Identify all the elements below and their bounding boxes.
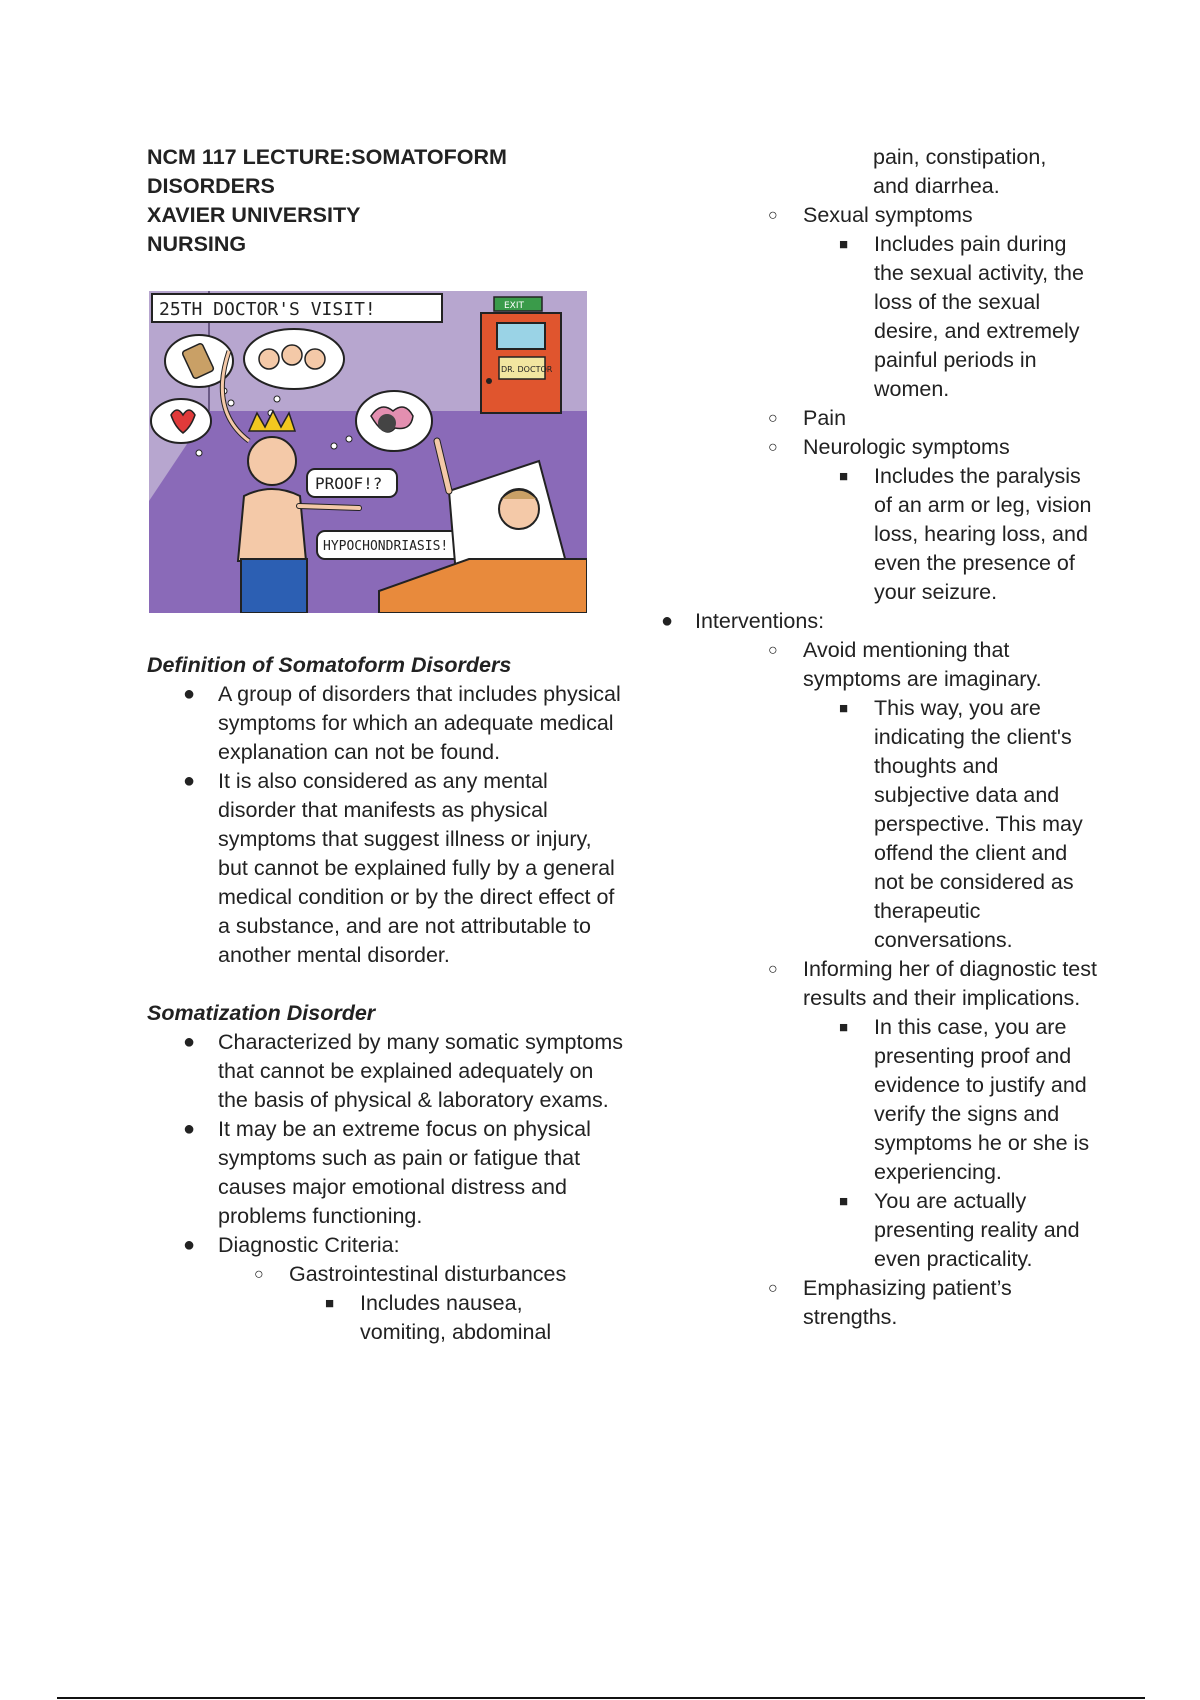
title-line-2: DISORDERS [147,174,275,198]
list-item: ■ Includes nausea, vomiting, abdominal [289,1289,627,1347]
sexual-detail-list [803,230,1120,404]
gi-detail-continued [690,143,1120,201]
title-line-1: NCM 117 LECTURE:SOMATOFORM [147,145,507,169]
list-item: ○ Avoid mentioning that symptoms are imaginary. ■ This way, you are indicating the client's thoughts and subjective data and perspective. This may offend the client and not be considered as therapeutic conversations. [732,636,1103,955]
bullet-circle-icon: ○ [768,410,778,427]
bullet-square-icon: ■ [839,1019,849,1036]
list-item: ■ You are actually presenting reality and even practicality. [803,1187,1095,1274]
bullet-circle-icon: ○ [768,439,778,456]
list-item: ○ Informing her of diagnostic test results and their implications. ■ In this case, you are presenting proof and evidence to justify and verify the signs and symptoms he or she is experiencing. ■ You are actually presenting reality and even practicality. [732,955,1103,1274]
list-item [690,143,1120,201]
list-item: ● A group of disorders that includes physical symptoms for which an adequate medical explanation can not be found. [147,680,627,767]
somatization-heading: Somatization Disorder [147,1001,376,1025]
bullet-circle-icon: ○ [768,1280,778,1297]
list-item: ○ Pain [732,404,1120,433]
definition-list [147,680,627,970]
list-item: ○ Gastrointestinal disturbances ■ Includes nausea, vomiting, abdominal [218,1260,627,1347]
right-column [661,143,1120,1332]
patient-hair [249,411,295,431]
patient-torso [238,489,306,561]
bullet-circle-icon: ○ [254,1266,264,1283]
list-item: ● Characterized by many somatic symptoms that cannot be explained adequately on the basis of physical & laboratory exams. [147,1028,627,1115]
list-item: ● Interventions: ○ Avoid mentioning that symptoms are imaginary. ■ This way, you are indicating the client's thoughts and subjective data and perspective. This may offend the client and not be considered as therapeutic conversations. ○ Informing her of diagnostic test results and their implications. ■ In this case, you are presenting proof and evidence to justify and verify the signs and symptoms he or she is experiencing. ■ You are actually presenting reality and even practicality. ○ Emphasizing patient’s strengths. [661,607,1120,1332]
bullet-disc-icon: ● [661,610,674,632]
hypochondriasis-cartoon-illustration [149,291,587,613]
speech-hypo-text: HYPOCHONDRIASIS! [323,539,449,554]
neuro-detail-list [803,462,1120,607]
bullet-square-icon: ■ [839,468,849,485]
footer-rule [57,1697,1145,1699]
left-column [147,143,627,1347]
bullet-circle-icon: ○ [768,207,778,224]
list-item: ■ Includes pain during the sexual activity, the loss of the sexual desire, and extremely painful periods in women. [803,230,1095,404]
inform-detail-list [803,1013,1103,1274]
list-item: ○ Neurologic symptoms ■ Includes the paralysis of an arm or leg, vision loss, hearing loss, and even the presence of your seizure. [732,433,1120,607]
speech-proof-text: PROOF!? [315,474,383,493]
list-item [690,143,1120,607]
bullet-square-icon: ■ [839,700,849,717]
bullet-circle-icon: ○ [768,961,778,978]
bullet-disc-icon: ● [183,1031,196,1053]
criteria-list-continued [690,143,1120,607]
bullet-square-icon: ■ [839,1193,849,1210]
bullet-square-icon: ■ [839,236,849,253]
list-item: ■ In this case, you are presenting proof and evidence to justify and verify the signs and symptoms he or she is experiencing. [803,1013,1095,1187]
bullet-disc-icon: ● [183,770,196,792]
bullet-disc-icon: ● [183,1234,196,1256]
criteria-list [147,1260,627,1347]
bullet-disc-icon: ● [183,1118,196,1140]
patient-head [248,437,296,485]
title-line-4: NURSING [147,232,247,256]
list-item: pain, constipation, and diarrhea. [873,145,1047,198]
patient-jeans [241,559,307,613]
exit-sign-text: EXIT [504,301,525,311]
list-item: ■ This way, you are indicating the client's thoughts and subjective data and perspective. This may offend the client and not be considered as therapeutic conversations. [803,694,1095,955]
gi-detail-list [218,1289,627,1347]
interventions-list [661,636,1120,1332]
banner-text: 25TH DOCTOR'S VISIT! [159,299,376,320]
list-item: ○ Emphasizing patient’s strengths. [732,1274,1103,1332]
list-item: ● It may be an extreme focus on physical symptoms such as pain or fatigue that causes major emotional distress and problems functioning. [147,1115,627,1231]
bullet-square-icon: ■ [325,1295,335,1312]
right-list [661,143,1120,1332]
document-title [147,143,627,259]
list-item: ■ Includes the paralysis of an arm or leg, vision loss, hearing loss, and even the presence of your seizure. [803,462,1095,607]
somatization-list [147,1028,627,1347]
list-item: ● Diagnostic Criteria: ○ Gastrointestinal disturbances ■ Includes nausea, vomiting, abdominal [147,1231,627,1347]
list-item: ● It is also considered as any mental disorder that manifests as physical symptoms that suggest illness or injury, but cannot be explained fully by a general medical condition or by the direct effect of a substance, and are not attributable to another mental disorder. [147,767,627,970]
door-window [497,323,545,349]
bullet-disc-icon: ● [183,683,196,705]
definition-heading: Definition of Somatoform Disorders [147,653,512,677]
list-item: ○ Sexual symptoms ■ Includes pain during the sexual activity, the loss of the sexual desire, and extremely painful periods in women. [732,201,1120,404]
avoid-detail-list [803,694,1103,955]
title-line-3: XAVIER UNIVERSITY [147,203,361,227]
door-sign-text: DR. DOCTOR [501,365,553,374]
bullet-circle-icon: ○ [768,642,778,659]
